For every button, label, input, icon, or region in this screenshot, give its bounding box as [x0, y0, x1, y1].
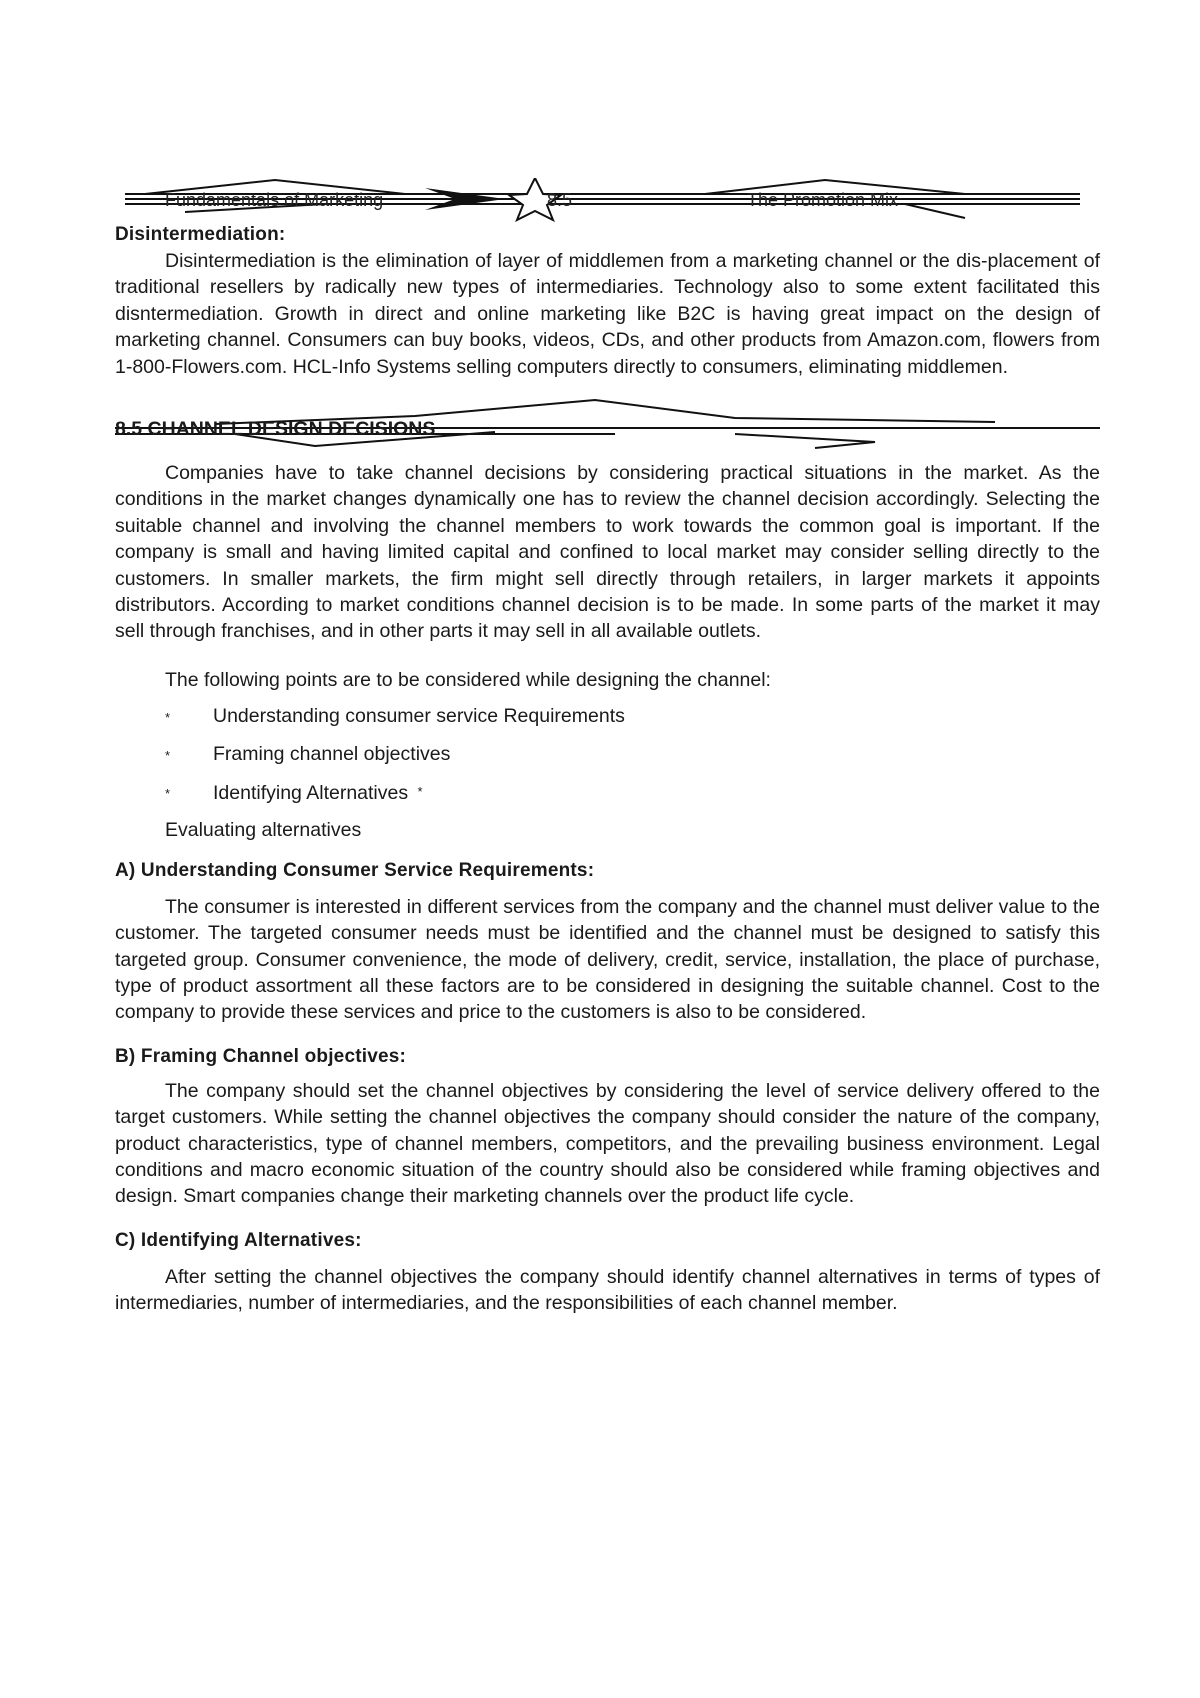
list-item: [115, 703, 1100, 741]
section-title: 8.5 CHANNEL DESIGN DECISIONS: [115, 418, 436, 441]
subsection-a-paragraph: The consumer is interested in different services from the company and the channel must deliver value to the customer. The targeted consumer needs must be identified and the channel must be designed to satisfy this targeted group. Consumer convenience, the mode of delivery, credit, service, installation, the place of purchase, type of product assortment all these factors are to be considered in designing the suitable channel. Cost to the company to provide these services and price to the customers is also to be considered.: [115, 895, 1100, 1024]
last-point: Evaluating alternatives: [165, 819, 362, 842]
running-header: [125, 178, 1080, 222]
asterisk-trailing-icon: *: [417, 784, 423, 800]
asterisk-bullet-icon: *: [165, 710, 171, 726]
subsection-b-paragraph: The company should set the channel objectives by considering the level of service delivery offered to the target customers. While setting the channel objectives the company should consider the nature of the company, product characteristics, type of channel members, competitors, and the prevailing business environment. Legal conditions and macro economic situation of the country should also be considered while framing objectives and design. Smart companies change their marketing channels over the product life cycle.: [115, 1079, 1100, 1208]
header-page-number: 8.5: [547, 190, 573, 210]
section-banner: [115, 398, 1100, 456]
list-item-label: Identifying Alternatives: [213, 782, 409, 805]
list-item-label: Understanding consumer service Requirements: [213, 705, 625, 728]
subsection-b-heading: B) Framing Channel objectives:: [115, 1045, 407, 1067]
list-item: [115, 779, 1100, 817]
subsection-c-paragraph: After setting the channel objectives the company should identify channel alternatives in terms of types of intermediaries, number of intermediaries, and the responsibilities of each channel member.: [115, 1265, 1100, 1315]
disintermediation-paragraph: Disintermediation is the elimination of layer of middlemen from a marketing channel or the dis-placement of traditional resellers by radically new types of intermediaries. Technology also to some extent facilitated this disntermediation. Growth in direct and online marketing like B2C is having great impact on the design of marketing channel. Consumers can buy books, videos, CDs, and other products from Amazon.com, flowers from 1-800-Flowers.com. HCL-Info Systems selling computers directly to consumers, eliminating middlemen.: [115, 250, 1100, 378]
disintermediation-heading: Disintermediation:: [115, 224, 286, 245]
section-intro-paragraph: Companies have to take channel decisions by considering practical situations in the market. As the conditions in the market changes dynamically one has to review the channel decision accordingly. Selecting the suitable channel and involving the channel members to work towards the common goal is important. If the company is small and having limited capital and confined to local market may consider selling directly to the customers. In smaller markets, the firm might sell directly through retailers, in larger markets it appoints distributors. According to market conditions channel decision is to be made. In some parts of the market it may sell through franchises, and in other parts it may sell in all available outlets.: [115, 462, 1100, 643]
list-item-label: Framing channel objectives: [213, 743, 451, 766]
asterisk-bullet-icon: *: [165, 786, 171, 802]
asterisk-bullet-icon: *: [165, 748, 171, 764]
points-intro: The following points are to be considered while designing the channel:: [165, 668, 771, 691]
subsection-c-heading: C) Identifying Alternatives:: [115, 1229, 362, 1251]
design-points-list: [115, 703, 1100, 817]
header-book-title: Fundamentals of Marketing: [165, 190, 384, 210]
page-content: [115, 222, 1100, 1317]
list-item: [115, 741, 1100, 779]
subsection-a-heading: A) Understanding Consumer Service Requirements:: [115, 859, 595, 881]
header-chapter-title: The Promotion Mix: [747, 190, 899, 210]
